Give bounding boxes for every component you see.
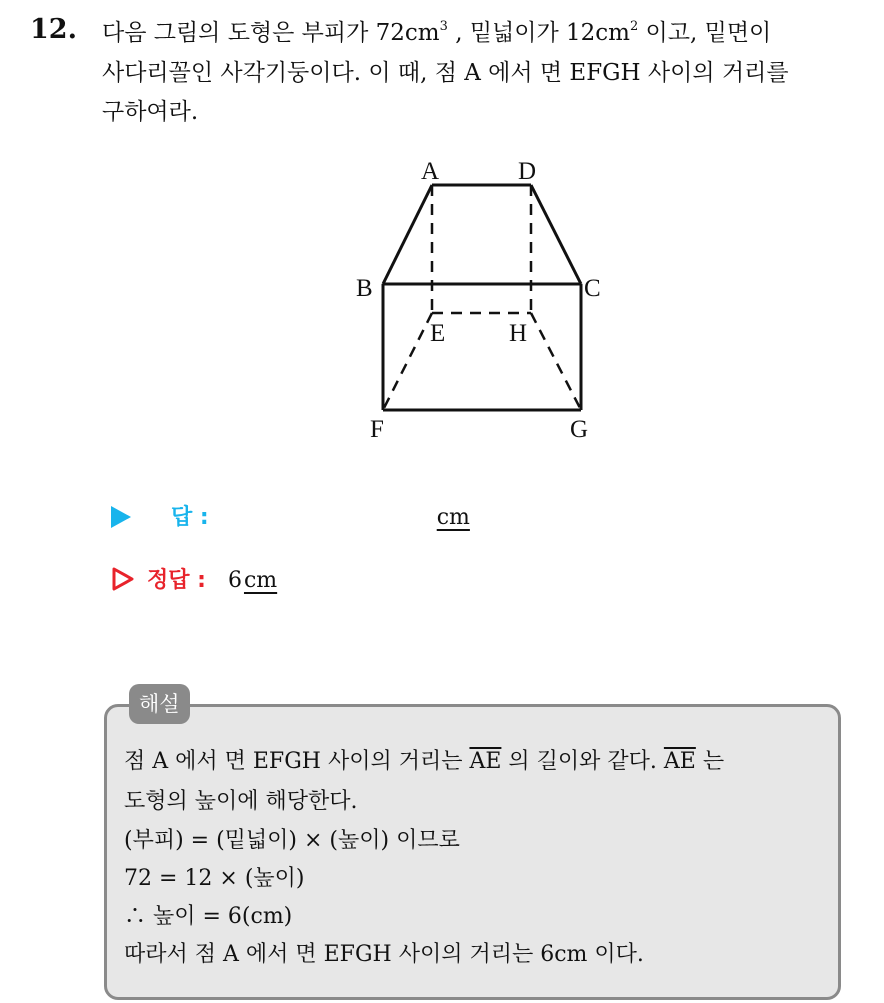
prism-figure	[0, 0, 884, 460]
question-text-1a: 다음 그림의 도형은 부피가 72cm	[102, 20, 440, 46]
correct-answer-row	[111, 561, 277, 594]
solution-line-2: 도형의 높이에 해당한다.	[124, 789, 358, 814]
answer-row	[111, 500, 470, 531]
question-number: 12.	[30, 14, 77, 45]
vertex-label-E: E	[430, 320, 446, 347]
edge-DC	[531, 185, 581, 284]
segment-AE-2: $\overline{AE}$	[663, 749, 696, 774]
play-arrow-icon	[111, 506, 131, 528]
solution-line-5: ∴ 높이 = 6(cm)	[124, 904, 293, 929]
answer-unit: cm	[436, 505, 470, 530]
correct-answer-unit: cm	[243, 568, 278, 593]
solution-line-4: 72 = 12 × (높이)	[124, 866, 305, 891]
superscript-3: 3	[439, 19, 448, 34]
edge-AB	[383, 185, 432, 284]
solution-text-1a: 점 A 에서 면 EFGH 사이의 거리는	[124, 749, 470, 774]
solution-text-1c: 는	[695, 749, 725, 774]
vertex-label-D: D	[518, 158, 537, 185]
answer-label: 답 :	[171, 505, 209, 530]
vertex-label-B: B	[356, 275, 373, 302]
question-text-1c: 이고, 밑면이	[638, 20, 772, 46]
vertex-label-G: G	[570, 416, 589, 443]
vertex-label-F: F	[370, 416, 384, 443]
question-line-3: 구하여라.	[102, 99, 199, 125]
question-text-1b: , 밑넓이가 12cm	[447, 20, 630, 46]
hidden-edge-EF	[383, 313, 432, 410]
solution-tag: 해설	[129, 684, 190, 724]
vertex-label-H: H	[509, 320, 528, 347]
correct-answer-value: 6	[227, 568, 242, 593]
vertex-label-C: C	[584, 275, 601, 302]
outline-arrow-icon	[111, 566, 135, 592]
solution-line-6: 따라서 점 A 에서 면 EFGH 사이의 거리는 6cm 이다.	[124, 942, 644, 967]
vertex-label-A: A	[421, 158, 440, 185]
superscript-2: 2	[629, 19, 639, 34]
segment-AE: $\overline{AE}$	[469, 749, 502, 774]
correct-answer-label: 정답 :	[147, 568, 206, 593]
solution-line-3: (부피) = (밑넓이) × (높이) 이므로	[124, 828, 460, 853]
solution-line-1	[124, 744, 724, 775]
hidden-edge-HG	[531, 313, 581, 410]
question-line-2: 사다리꼴인 사각기둥이다. 이 때, 점 A 에서 면 EFGH 사이의 거리를	[102, 60, 789, 86]
solution-text-1b: 의 길이와 같다.	[501, 749, 664, 774]
